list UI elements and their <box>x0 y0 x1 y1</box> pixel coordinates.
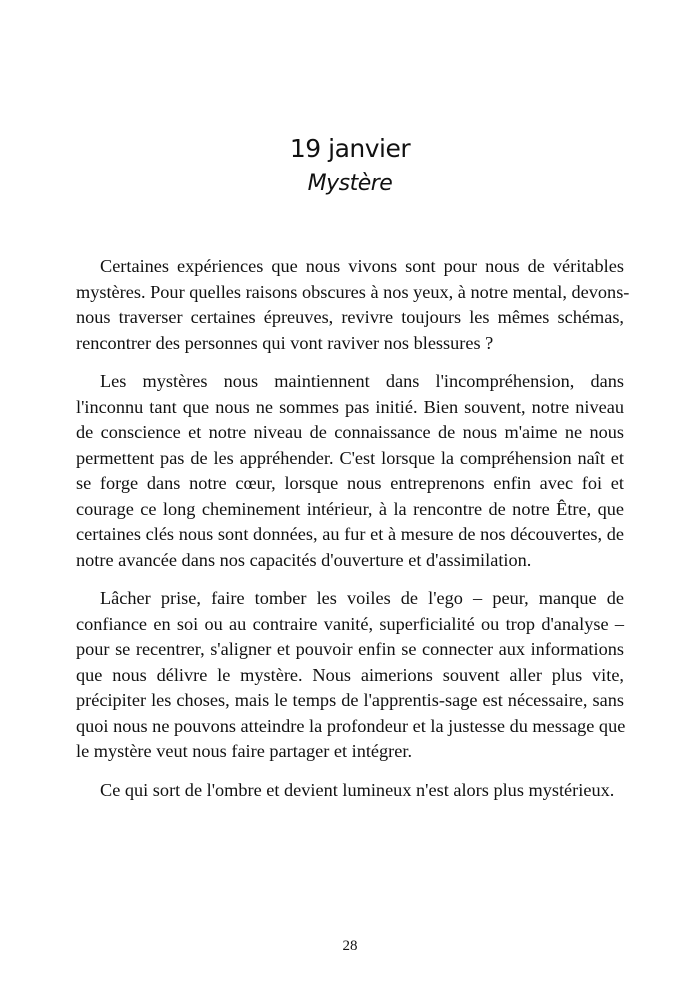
text-line: nous traverser certaines épreuves, revivre toujours les mêmes schémas, <box>76 307 624 327</box>
text-line: certaines clés nous sont données, au fur et à mesure de nos découvertes, de <box>76 524 624 544</box>
text-line: confiance en soi ou au contraire vanité, superficialité ou trop d'analyse – <box>76 613 624 634</box>
text-line: rencontrer des personnes qui vont raviver nos blessures ? <box>76 332 494 353</box>
paragraph <box>76 254 630 356</box>
text-line: l'inconnu tant que nous ne sommes pas initié. Bien souvent, notre niveau <box>76 396 624 417</box>
paragraph <box>76 586 624 765</box>
text-line: que nous délivre le mystère. Nous aimerions souvent aller plus vite, <box>76 664 624 685</box>
text-line: mystères. Pour quelles raisons obscures à nos yeux, à notre mental, devons- <box>76 281 630 302</box>
text-line: permettent pas de les appréhender. C'est lorsque la compréhension naît et <box>76 447 624 468</box>
text-line: de conscience et notre niveau de connaissance de nous m'aime ne nous <box>76 422 624 442</box>
text-line: précipiter les choses, mais le temps de l'apprentis-sage est nécessaire, sans <box>76 690 624 710</box>
text-line: quoi nous ne pouvons atteindre la profondeur et la justesse du message que <box>76 715 626 736</box>
text-line: le mystère veut nous faire partager et intégrer. <box>76 741 413 761</box>
text-line: notre avancée dans nos capacités d'ouverture et d'assimilation. <box>76 549 532 570</box>
text-line: courage ce long cheminement intérieur, à la rencontre de notre Être, que <box>76 498 624 519</box>
text-line: Certaines expériences que nous vivons sont pour nous de véritables <box>100 256 624 276</box>
paragraph <box>76 369 624 573</box>
text-line: Les mystères nous maintiennent dans l'incompréhension, dans <box>100 371 624 391</box>
text-line: Lâcher prise, faire tomber les voiles de l'ego – peur, manque de <box>100 588 624 608</box>
text-line: se forge dans notre cœur, lorsque nous entreprenons enfin avec foi et <box>76 473 624 493</box>
text-line: Ce qui sort de l'ombre et devient lumineux n'est alors plus mystérieux. <box>100 779 615 800</box>
page-number: 28 <box>342 938 358 954</box>
text-line: pour se recentrer, s'aligner et pouvoir enfin se connecter aux informations <box>76 639 624 659</box>
page-subtitle: Mystère <box>307 171 393 196</box>
body-text <box>76 254 630 816</box>
page-title: 19 janvier <box>289 134 411 163</box>
paragraph <box>76 778 624 804</box>
